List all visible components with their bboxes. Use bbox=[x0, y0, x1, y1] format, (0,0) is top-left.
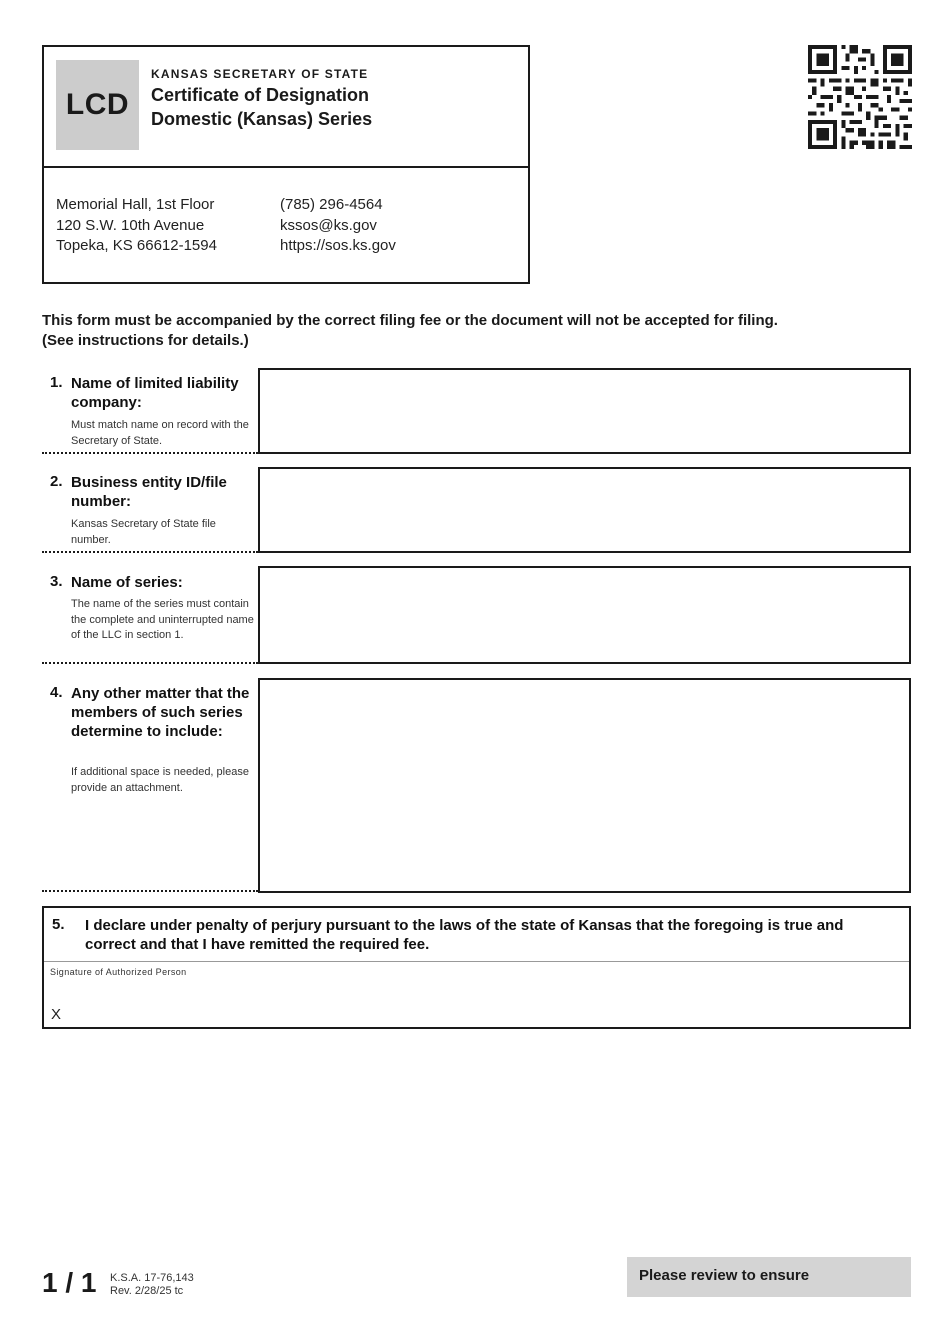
field-number: 3. bbox=[50, 573, 63, 590]
filing-fee-notice bbox=[42, 311, 902, 351]
email-address: kssos@ks.gov bbox=[280, 216, 377, 234]
row-divider bbox=[42, 890, 258, 892]
field-entity-id-label bbox=[42, 473, 258, 551]
field-help: Kansas Secretary of State file number. bbox=[71, 518, 216, 546]
field-label: Name of series: bbox=[71, 574, 183, 591]
form-code: LCD bbox=[65, 88, 130, 121]
review-button-label: Please review to ensure bbox=[639, 1267, 810, 1284]
entity-id-input[interactable] bbox=[258, 467, 911, 553]
form-header bbox=[42, 45, 530, 284]
field-number: 4. bbox=[50, 684, 63, 701]
notice-line: This form must be accompanied by the correct filing fee or the document will not be accepted for filing. bbox=[42, 312, 778, 329]
declaration-divider bbox=[44, 961, 909, 962]
qr-code-icon bbox=[808, 45, 912, 149]
signature-mark: X bbox=[51, 1006, 62, 1023]
field-label: Business entity ID/file number: bbox=[71, 474, 227, 510]
review-button[interactable] bbox=[627, 1257, 911, 1297]
field-help: If additional space is needed, please provide an attachment. bbox=[71, 766, 249, 794]
field-label: Name of limited liability company: bbox=[71, 375, 239, 411]
address-line: Topeka, KS 66612-1594 bbox=[56, 237, 217, 254]
llc-name-input[interactable] bbox=[258, 368, 911, 454]
address-line: 120 S.W. 10th Avenue bbox=[56, 216, 205, 234]
website-link[interactable]: https://sos.ks.gov bbox=[280, 237, 396, 254]
signature-label: Signature of Authorized Person bbox=[50, 967, 187, 977]
row-divider bbox=[42, 551, 258, 553]
field-llc-name-label bbox=[42, 374, 258, 452]
mailing-address bbox=[56, 195, 217, 257]
declaration-section bbox=[42, 906, 911, 1029]
other-matters-textarea[interactable] bbox=[258, 678, 911, 893]
field-other-matters-label bbox=[42, 684, 258, 884]
field-number: 2. bbox=[50, 473, 63, 490]
form-code-badge bbox=[56, 60, 139, 150]
row-divider bbox=[42, 452, 258, 454]
series-name-input[interactable] bbox=[258, 566, 911, 664]
form-subtitle: Domestic (Kansas) Series bbox=[151, 109, 373, 129]
row-divider bbox=[42, 662, 258, 664]
phone-number: (785) 296-4564 bbox=[280, 196, 383, 213]
agency-name: KANSAS SECRETARY OF STATE bbox=[151, 67, 369, 81]
field-help: The name of the series must contain the complete and uninterrupted name of the LLC in section 1. bbox=[71, 598, 254, 641]
field-series-name-label bbox=[42, 573, 258, 661]
header-divider bbox=[44, 166, 528, 168]
statute-line: K.S.A. 17-76,143 bbox=[110, 1272, 194, 1284]
field-help: Must match name on record with the Secretary of State. bbox=[71, 419, 249, 447]
signature-input[interactable] bbox=[72, 976, 902, 1024]
notice-line: (See instructions for details.) bbox=[42, 332, 249, 349]
field-number: 1. bbox=[50, 374, 63, 391]
page-number: 1 / 1 bbox=[42, 1267, 97, 1298]
statute-reference bbox=[110, 1272, 194, 1298]
field-number: 5. bbox=[52, 916, 65, 933]
form-title: Certificate of Designation bbox=[151, 85, 370, 105]
address-line: Memorial Hall, 1st Floor bbox=[56, 196, 215, 213]
declaration-text: I declare under penalty of perjury pursuant to the laws of the state of Kansas that the foregoing is true and correct and that I have remitted the required fee. bbox=[85, 917, 844, 953]
contact-info bbox=[280, 195, 396, 257]
field-label: Any other matter that the members of such series determine to include: bbox=[71, 685, 250, 740]
revision-line: Rev. 2/28/25 tc bbox=[110, 1285, 184, 1297]
